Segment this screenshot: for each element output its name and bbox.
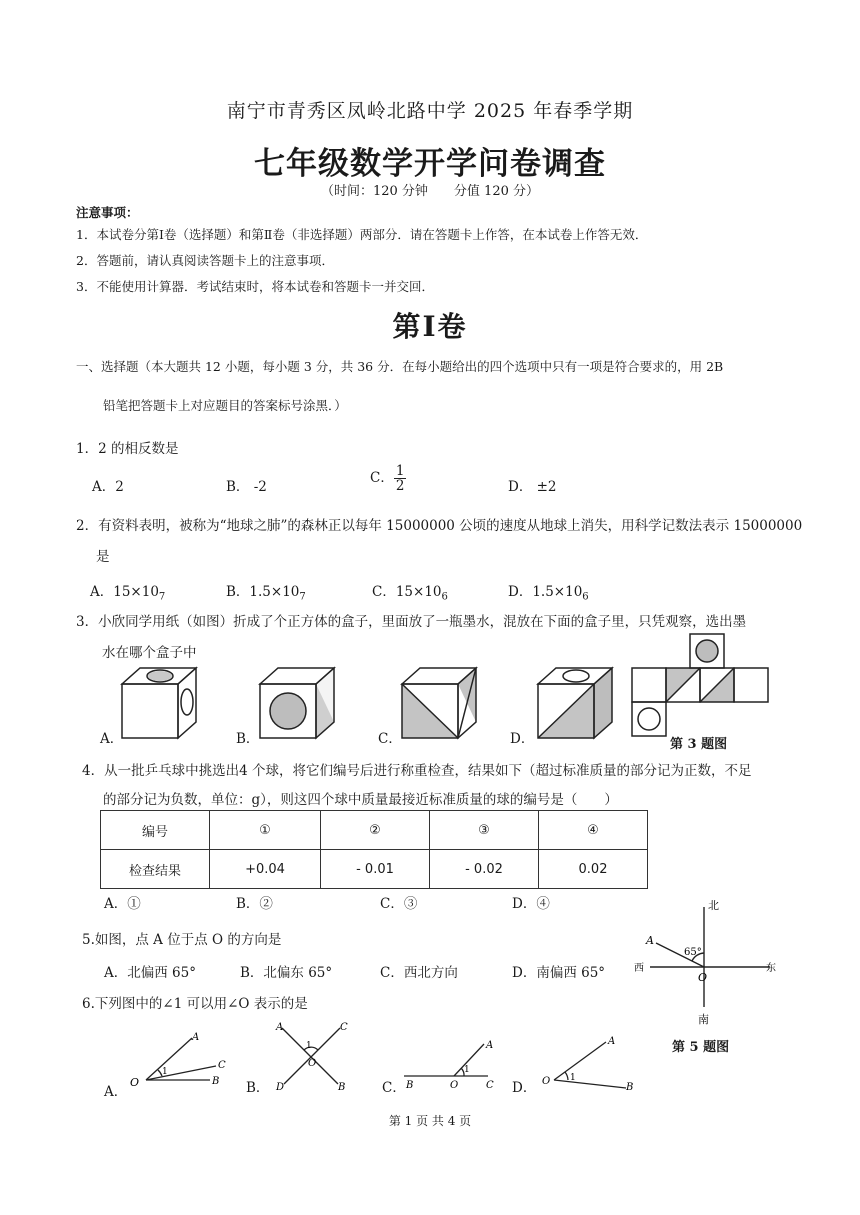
school-heading: 南宁市青秀区凤岭北路中学 2025 年春季学期	[226, 100, 634, 122]
table-cell: - 0.02	[430, 850, 539, 889]
exam-time: （时间：120 分钟 分值 120 分）	[320, 184, 540, 199]
q6-option-b: B．	[246, 1080, 270, 1096]
q1-option-a: A．2	[92, 479, 124, 495]
q6-angle-d-diagram	[540, 1032, 640, 1092]
note-item-3: 3．不能使用计算器．考试结束时，将本试卷和答题卡一并交回．	[76, 279, 434, 294]
q2-option-b-exp: 7	[299, 591, 306, 603]
q6a-label-1: 1	[162, 1067, 168, 1077]
q2-option-d-exp: 6	[582, 591, 589, 603]
q3-cube-b-diagram	[256, 662, 340, 742]
q6-angle-b-diagram	[262, 1018, 362, 1092]
q6b-label-a: A	[276, 1022, 284, 1033]
q2-option-c	[372, 580, 448, 603]
volume-title: 第Ⅰ卷	[392, 310, 468, 343]
q3-figure-caption: 第 3 题图	[670, 737, 728, 752]
q5-fig-west: 西	[634, 963, 644, 974]
q6c-label-a: A	[486, 1040, 494, 1051]
q6b-label-o: O	[308, 1058, 317, 1069]
q6a-label-b: B	[212, 1076, 220, 1087]
q5-option-d: D．南偏西 65°	[512, 965, 606, 981]
q2-option-d	[508, 580, 589, 603]
q6c-label-1: 1	[464, 1065, 470, 1075]
q3-option-a: A．	[100, 731, 124, 747]
q5-fig-point-a: A	[646, 934, 654, 947]
q4-option-a: A．①	[104, 896, 141, 912]
note-item-2: 2．答题前，请认真阅读答题卡上的注意事项．	[76, 253, 334, 268]
q6c-label-o: O	[450, 1080, 459, 1091]
q6a-label-o: O	[130, 1076, 140, 1089]
q1-fraction-denominator: 2	[395, 478, 405, 495]
q1-option-d: D． ±2	[508, 479, 557, 495]
q5-fig-point-o: O	[698, 971, 708, 984]
q1-fraction	[394, 464, 407, 493]
q5-option-c: C．西北方向	[380, 965, 458, 981]
table-cell: ③	[430, 811, 539, 850]
q1-stem: 1．2 的相反数是	[76, 441, 179, 457]
q1-option-c-label: C．	[370, 470, 394, 487]
q6c-label-c: C	[486, 1080, 494, 1091]
q5-direction-diagram	[630, 895, 780, 1025]
table-row	[101, 850, 648, 889]
q5-fig-south: 南	[698, 1013, 709, 1025]
q5-option-a: A．北偏西 65°	[104, 965, 196, 981]
section-instruction-2: 铅笔把答题卡上对应题目的答案标号涂黑．）	[103, 398, 347, 413]
exam-title: 七年级数学开学问卷调查	[254, 146, 606, 182]
q6-option-a: A．	[104, 1084, 128, 1100]
page-footer: 第 1 页 共 4 页	[388, 1114, 472, 1128]
q4-option-d: D．④	[512, 896, 550, 912]
q2-stem-2: 是	[96, 549, 110, 565]
q5-stem: 5.如图，点 A 位于点 O 的方向是	[82, 932, 282, 948]
q2-option-d-text: D．1.5×10	[508, 584, 583, 600]
q3-option-b: B．	[236, 731, 260, 747]
note-item-1: 1．本试卷分第Ⅰ卷（选择题）和第Ⅱ卷（非选择题）两部分．请在答题卡上作答，在本试卷上作答无效．	[76, 227, 648, 242]
q6-stem: 6.下列图中的∠1 可以用∠O 表示的是	[82, 996, 308, 1012]
q6d-label-b: B	[626, 1082, 634, 1092]
table-cell: ④	[539, 811, 648, 850]
q3-cube-a-diagram	[118, 662, 202, 742]
q3-stem-1: 3．小欣同学用纸（如图）折成了个正方体的盒子，里面放了一瓶墨水，混放在下面的盒子里，只凭观察，选出墨	[76, 614, 747, 630]
q2-option-a	[90, 580, 165, 603]
table-cell: ①	[210, 811, 321, 850]
q6b-label-c: C	[340, 1022, 348, 1033]
q2-option-a-text: A．15×10	[90, 584, 159, 600]
q3-option-d: D．	[510, 731, 535, 747]
table-cell: ②	[321, 811, 430, 850]
q6-angle-a-diagram	[122, 1028, 232, 1090]
table-row	[101, 811, 648, 850]
q3-cube-c-diagram	[398, 662, 482, 742]
q2-option-b	[226, 580, 306, 603]
q5-figure-caption: 第 5 题图	[672, 1040, 730, 1055]
q4-result-table	[100, 810, 648, 889]
q6a-label-c: C	[218, 1060, 226, 1071]
q4-stem-2: 的部分记为负数，单位：g），则这四个球中质量最接近标准质量的球的编号是（ ）	[103, 792, 618, 808]
q6b-label-b: B	[338, 1082, 346, 1092]
q5-fig-east: 东	[766, 963, 776, 974]
notes-heading: 注意事项：	[76, 205, 139, 220]
q4-option-b: B．②	[236, 896, 273, 912]
q6a-label-a: A	[192, 1032, 200, 1043]
q1-fraction-numerator: 1	[395, 463, 405, 479]
q6-angle-c-diagram	[398, 1036, 502, 1092]
table-cell: 检查结果	[101, 850, 210, 889]
q3-cube-d-diagram	[534, 662, 618, 742]
q6d-label-a: A	[608, 1036, 616, 1047]
q6b-label-1: 1	[306, 1041, 312, 1051]
q2-option-c-text: C．15×10	[372, 584, 442, 600]
q3-cube-net-diagram	[630, 630, 770, 738]
q4-stem-1: 4．从一批乒乓球中挑选出4 个球，将它们编号后进行称重检查，结果如下（超过标准质量的部分记为正数，不足	[82, 763, 752, 779]
q2-option-a-exp: 7	[158, 591, 166, 603]
table-cell: +0.04	[210, 850, 321, 889]
q5-fig-angle: 65°	[684, 947, 702, 958]
table-cell: 0.02	[539, 850, 648, 889]
section-instruction-1: 一、选择题（本大题共 12 小题，每小题 3 分，共 36 分．在每小题给出的四个选项中只有一项是符合要求的，用 2B	[76, 359, 724, 374]
q5-option-b: B．北偏东 65°	[240, 965, 333, 981]
q6d-label-1: 1	[570, 1073, 576, 1083]
q1-option-c	[370, 464, 406, 493]
table-cell: - 0.01	[321, 850, 430, 889]
q3-stem-2: 水在哪个盒子中	[102, 645, 197, 661]
q4-option-c: C．③	[380, 896, 418, 912]
q2-option-c-exp: 6	[441, 591, 448, 603]
q1-option-b: B． -2	[226, 479, 267, 495]
q2-stem-1: 2．有资料表明，被称为“地球之肺”的森林正以每年 15000000 公顷的速度从地球上消失，用科学记数法表示 15000000	[76, 518, 803, 534]
q2-option-b-text: B．1.5×10	[226, 584, 300, 600]
q6c-label-b: B	[406, 1080, 414, 1091]
q6b-label-d: D	[276, 1082, 285, 1092]
table-cell: 编号	[101, 811, 210, 850]
q6-option-d: D．	[512, 1080, 537, 1096]
q3-option-c: C．	[378, 731, 402, 747]
q6d-label-o: O	[542, 1076, 551, 1087]
q5-fig-north: 北	[708, 899, 719, 912]
q6-option-c: C．	[382, 1080, 406, 1096]
